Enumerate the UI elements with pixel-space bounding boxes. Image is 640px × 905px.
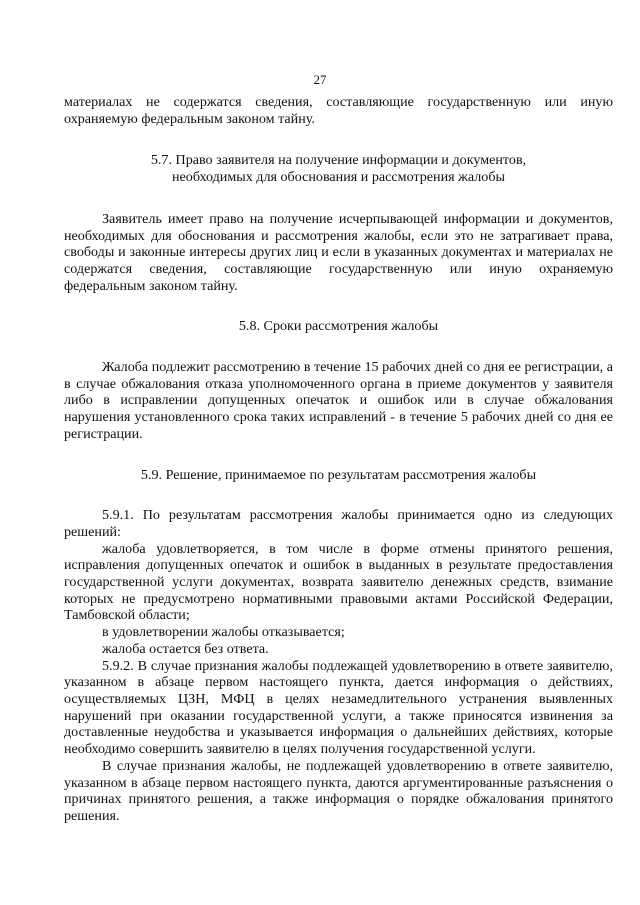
section-5-7-heading-line1: 5.7. Право заявителя на получение информации и документов,	[150, 152, 527, 169]
rejection-explanation-paragraph: В случае признания жалобы, не подлежащей удовлетворению в ответе заявителю, указанном в абзаце первом настоящего пункта, даются аргументированные разъяснения о причинах принятого решения, а также информация о порядке обжалования принятого решения.	[64, 757, 613, 824]
section-5-7-heading	[64, 152, 613, 185]
section-5-7-paragraph: Заявитель имеет право на получение исчерпывающей информации и документов, необходимых для обоснования и рассмотрения жалобы, если это не затрагивает права, свободы и законные интересы других лиц и если в указанных документах и материалах не содержатся сведения, составляющие государственную или иную охраняемую федеральным законом тайну.	[64, 210, 613, 294]
page-number: 27	[313, 72, 327, 87]
section-5-8-paragraph: Жалоба подлежит рассмотрению в течение 15 рабочих дней со дня ее регистрации, а в случае обжалования отказа уполномоченного органа в приеме документов у заявителя либо в исправлении допущенных опечаток и ошибок или в случае обжалования нарушения установленного срока таких исправлений - в течение 5 рабочих дней со дня ее регистрации.	[64, 359, 613, 442]
intro-paragraph: материалах не содержатся сведения, составляющие государственную или иную охраняемую федеральным законом тайну.	[64, 94, 613, 127]
section-5-8-heading: 5.8. Сроки рассмотрения жалобы	[238, 318, 439, 335]
section-5-9-1-paragraph: 5.9.1. По результатам рассмотрения жалобы принимается одно из следующих решений:	[64, 507, 613, 540]
decision-no-answer-paragraph: жалоба остается без ответа.	[102, 640, 269, 657]
section-5-9-heading: 5.9. Решение, принимаемое по результатам рассмотрения жалобы	[140, 466, 537, 483]
document-body	[64, 94, 613, 825]
decision-satisfied-paragraph: жалоба удовлетворяется, в том числе в форме отмены принятого решения, исправления допущенных опечаток и ошибок в выданных в результате предоставления государственной услуги документах, возврата заявителю денежных средств, взимание которых не предусмотрено нормативными правовыми актами Российской Федерации, Тамбовской области;	[64, 540, 613, 624]
section-5-7-heading-line2: необходимых для обоснования и рассмотрения жалобы	[171, 169, 505, 186]
decision-refused-paragraph: в удовлетворении жалобы отказывается;	[102, 624, 345, 641]
section-5-9-2-paragraph: 5.9.2. В случае признания жалобы подлежащей удовлетворению в ответе заявителю, указанном в абзаце первом настоящего пункта, дается информация о действиях, осуществляемых ЦЗН, МФЦ в целях незамедлительного устранения выявленных нарушений при оказании государственной услуги, а также приносятся извинения за доставленные неудобства и указывается информация о дальнейших действиях, которые необходимо совершить заявителю в целях получения государственной услуги.	[64, 657, 613, 758]
